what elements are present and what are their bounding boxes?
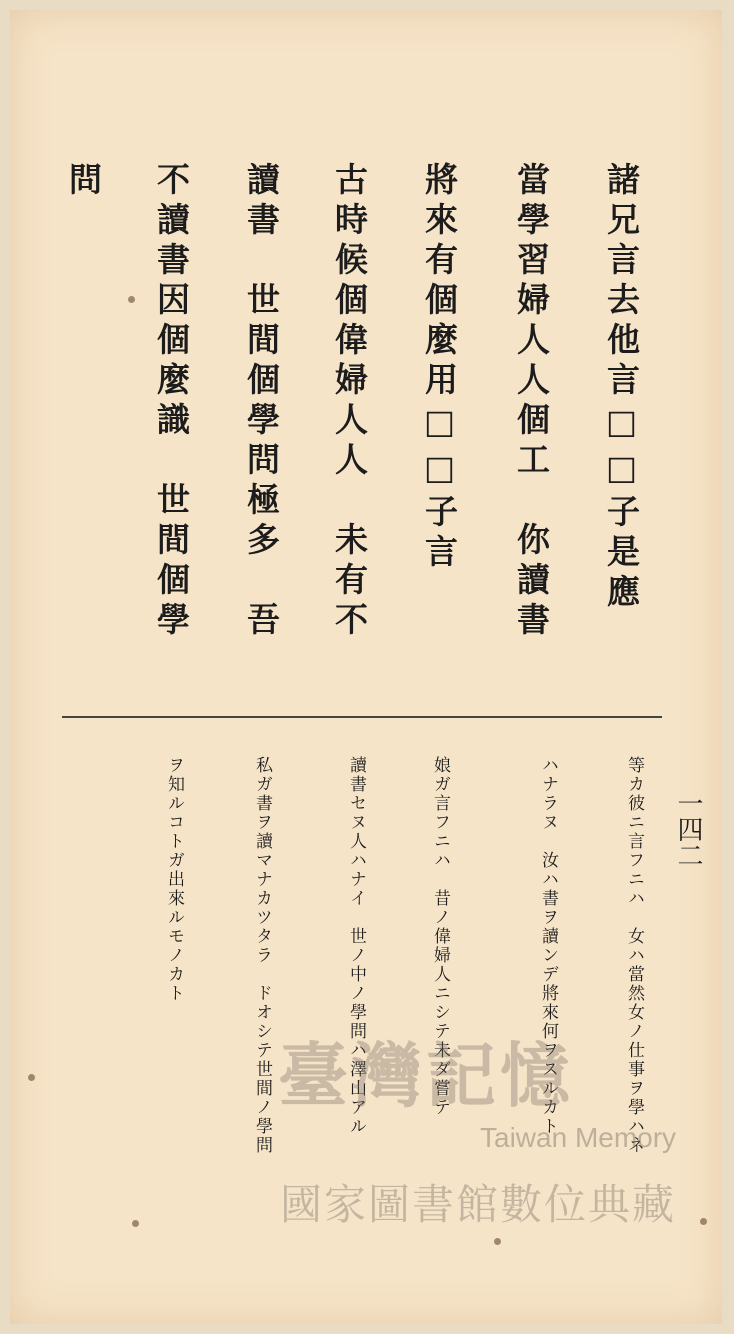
paper-spot [700,1218,707,1225]
lower-column-4: 讀書セヌ人ハナイ 世ノ中ノ學問ハ澤山アル [346,756,366,1136]
lower-column-2: ハナラヌ 汝ハ書ヲ讀ンデ將來何ヲスルカト [538,756,558,1136]
watermark-logo: 臺灣記憶 [278,1034,574,1117]
upper-column-2: 當學習婦人人個工 你讀書 [512,162,551,642]
paper-spot [494,1238,501,1245]
lower-column-6: ヲ知ルコトガ出來ルモノカト [164,756,184,1003]
paper-spot [132,1220,139,1227]
lower-column-5: 私ガ書ヲ讀マナカツタラ ドオシテ世間ノ學問 [252,756,272,1155]
section-divider [62,716,662,718]
lower-column-3: 娘ガ言フニハ 昔ノ偉婦人ニシテ未ダ嘗テ [430,756,450,1117]
book-page [10,10,722,1324]
page-number: 一四二 [673,790,703,868]
upper-column-4: 古時候個偉婦人人 未有不 [330,162,369,642]
paper-spot [28,1074,35,1081]
lower-column-1: 等カ彼ニ言フニハ 女ハ當然女ノ仕事ヲ學ハネ [624,756,644,1155]
upper-column-5: 讀書 世間個學問極多 吾 [242,162,281,642]
upper-column-1: 諸兄言去他言□□子是應 [602,162,641,614]
watermark-english: Taiwan Memory [480,1122,677,1153]
upper-column-6: 不讀書因個麼識 世間個學 [152,162,191,642]
paper-spot [128,296,135,303]
upper-column-7: 問 [64,162,103,202]
watermark-subtitle: 國家圖書館數位典藏 [280,1181,677,1228]
upper-column-3: 將來有個麼用□□子言 [420,162,459,574]
